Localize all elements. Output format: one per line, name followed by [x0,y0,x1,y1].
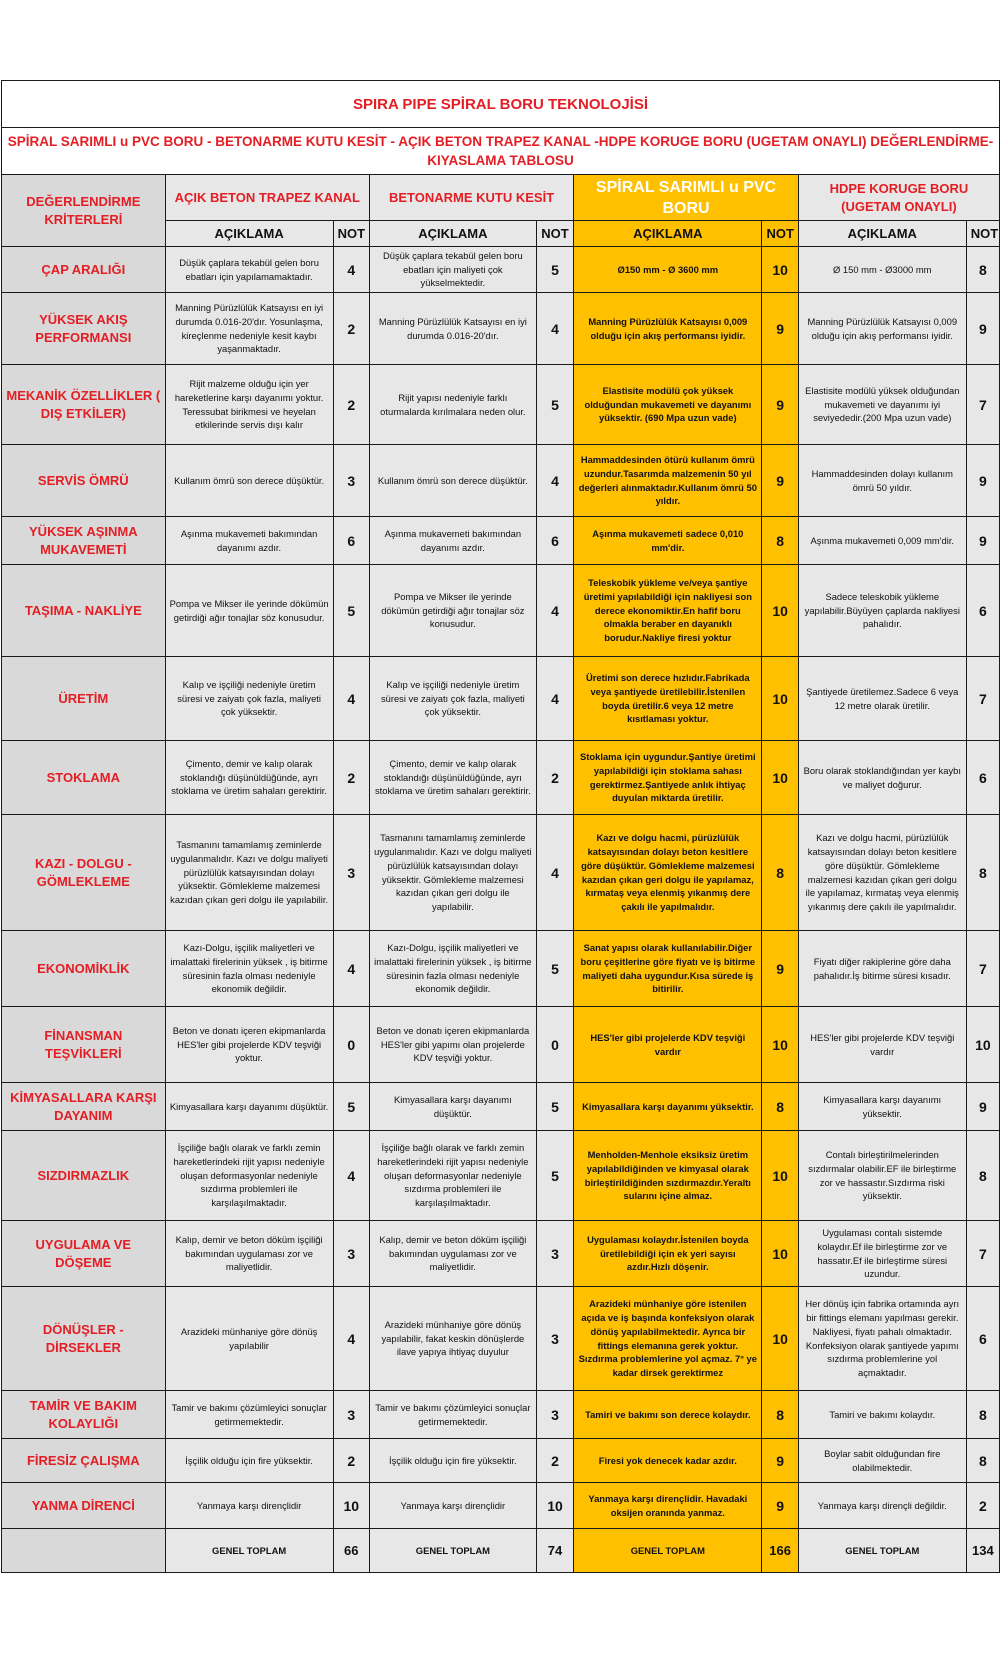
total-score: 134 [966,1529,999,1573]
description-cell: Çimento, demir ve kalıp olarak stoklandığı düşünüldüğünde, ayrı stoklama ve üretim sahaları gerektirir. [165,741,333,815]
description-cell: Kazı-Dolgu, işçilik maliyetleri ve imalattaki firelerinin yüksek , iş bitirme süresinin fazla olması nedeniyle ekonomik değildir. [165,931,333,1007]
score-cell: 8 [966,1439,999,1483]
criteria-label: TAMİR VE BAKIM KOLAYLIĞI [2,1391,166,1439]
table-row [2,1083,1000,1131]
description-cell: Tamiri ve bakımı kolaydır. [798,1391,966,1439]
total-label: GENEL TOPLAM [165,1529,333,1573]
description-cell: Yanmaya karşı dirençlidir [165,1483,333,1529]
score-cell: 10 [762,565,798,657]
score-cell: 10 [762,1287,798,1391]
description-cell: Elastisite modülü çok yüksek olduğundan mukavemeti ve dayanımı yüksektir. (690 Mpa uzun vade) [574,365,762,445]
description-cell: Kazı ve dolgu hacmi, pürüzlülük katsayısından dolayı beton kesitlere göre düşüktür. Gömlekleme malzemesi kazıdan çıkan geri dolgu ile yapılamaz, kırmataş veya elenmiş yıkanmış dere çakılı ile yapılmalıdır. [574,815,762,931]
score-cell: 3 [536,1287,573,1391]
description-cell: Uygulaması kolaydır.İstenilen boyda üretilebildiği için ek yeri sayısı azdır.Hızlı döşenir. [574,1221,762,1287]
description-cell: Rijit yapısı nedeniyle farklı oturmalarda kırılmalara neden olur. [369,365,536,445]
description-cell: Kullanım ömrü son derece düşüktür. [165,445,333,517]
description-cell: Yanmaya karşı dirençlidir. Havadaki oksijen oranında yanmaz. [574,1483,762,1529]
score-cell: 7 [966,365,999,445]
note-header: NOT [333,221,369,247]
description-cell: Ø150 mm - Ø 3600 mm [574,247,762,293]
description-cell: Yanmaya karşı dirençli değildir. [798,1483,966,1529]
score-cell: 9 [966,517,999,565]
score-cell: 7 [966,657,999,741]
score-cell: 10 [762,657,798,741]
criteria-label: UYGULAMA VE DÖŞEME [2,1221,166,1287]
score-cell: 4 [536,565,573,657]
score-cell: 8 [966,247,999,293]
description-cell: Üretimi son derece hızlıdır.Fabrikada veya şantiyede üretilebilir.İstenilen boyda üretilir.6 veya 12 metre kısıtlaması yoktur. [574,657,762,741]
score-cell: 8 [762,1083,798,1131]
description-cell: Pompa ve Mikser ile yerinde dökümün getirdiği ağır tonajlar söz konusudur. [165,565,333,657]
table-row [2,1391,1000,1439]
description-cell: Uygulaması contalı sistemde kolaydır.Ef ile birleştirme zor ve hassatır.Ef ile birleştirme süresi uzundur. [798,1221,966,1287]
description-cell: Düşük çaplara tekabül gelen boru ebatları için yapılamamaktadır. [165,247,333,293]
description-cell: Sanat yapısı olarak kullanılabilir.Diğer boru çeşitlerine göre fiyatı ve iş bitirme maliyeti daha uygundur.Kısa sürede iş bitirilir. [574,931,762,1007]
score-cell: 6 [966,741,999,815]
product-header-spiral: SPİRAL SARIMLI u PVC BORU [574,175,799,221]
score-cell: 8 [966,1131,999,1221]
comparison-table [1,80,1000,1573]
description-cell: Boru olarak stoklandığından yer kaybı ve maliyet doğurur. [798,741,966,815]
totals-blank-cell [2,1529,166,1573]
score-cell: 7 [966,1221,999,1287]
score-cell: 3 [536,1391,573,1439]
score-cell: 9 [762,1483,798,1529]
score-cell: 6 [966,1287,999,1391]
description-cell: Tasmanını tamamlamış zeminlerde uygulanmalıdır. Kazı ve dolgu maliyeti pürüzlülük katsayısından dolayı yüksektir. Gömlekleme malzemesi kazıdan çıkan geri dolgu ile yapılabilir. [165,815,333,931]
description-cell: Manning Pürüzlülük Katsayısı 0,009 olduğu için akış performansı iyidir. [798,293,966,365]
criteria-label: KAZI - DOLGU - GÖMLEKLEME [2,815,166,931]
score-cell: 8 [762,1391,798,1439]
criteria-label: FİRESİZ ÇALIŞMA [2,1439,166,1483]
product-header-trapez: AÇIK BETON TRAPEZ KANAL [165,175,369,221]
criteria-label: YANMA DİRENCİ [2,1483,166,1529]
score-cell: 8 [966,815,999,931]
description-cell: Firesi yok denecek kadar azdır. [574,1439,762,1483]
score-cell: 2 [333,365,369,445]
description-cell: Tamir ve bakımı çözümleyici sonuçlar getirmemektedir. [165,1391,333,1439]
totals-row [2,1529,1000,1573]
score-cell: 9 [966,445,999,517]
criteria-label: SIZDIRMAZLIK [2,1131,166,1221]
score-cell: 10 [762,1007,798,1083]
description-cell: Teleskobik yükleme ve/veya şantiye üretimi yapılabildiği için nakliyesi son derece ekonomiktir.En hafif boru olmakla beraber en dayanıklı borudur.Nakliye firesi yoktur [574,565,762,657]
score-cell: 2 [333,1439,369,1483]
score-cell: 8 [762,815,798,931]
description-cell: Her dönüş için fabrika ortamında ayrı bir fittings elemanı yapılması gerekir. Nakliyesi, fiyatı pahalı olmaktadır. Konfeksiyon olarak şantiyede yapımı sızdırma problemlerine yol açmaktadır. [798,1287,966,1391]
score-cell: 2 [536,1439,573,1483]
score-cell: 3 [333,1221,369,1287]
score-cell: 5 [333,1083,369,1131]
total-score: 66 [333,1529,369,1573]
description-cell: Tamir ve bakımı çözümleyici sonuçlar getirmemektedir. [369,1391,536,1439]
description-cell: Contalı birleştirilmelerinden sızdırmalar olabilir.EF ile birleştirme zor ve hassastır.Sızdırma riski yüksektir. [798,1131,966,1221]
score-cell: 10 [762,741,798,815]
table-row [2,741,1000,815]
description-cell: Çimento, demir ve kalıp olarak stoklandığı düşünüldüğünde, ayrı stoklama ve üretim sahaları gerektirir. [369,741,536,815]
score-cell: 8 [966,1391,999,1439]
score-cell: 6 [333,517,369,565]
page-subtitle: SPİRAL SARIMLI u PVC BORU - BETONARME KUTU KESİT - AÇIK BETON TRAPEZ KANAL -HDPE KORUGE BORU (UGETAM ONAYLI) DEĞERLENDİRME-KIYASLAMA TABLOSU [2,128,1000,175]
description-cell: Hammaddesinden ötürü kullanım ömrü uzundur.Tasarımda malzemenin 50 yıl değerleri alınmaktadır.Kullanım ömrü 50 yıldır. [574,445,762,517]
product-header-hdpe: HDPE KORUGE BORU (UGETAM ONAYLI) [798,175,999,221]
description-cell: Manning Pürüzlülük Katsayısı 0,009 olduğu için akış performansı iyidir. [574,293,762,365]
score-cell: 5 [536,247,573,293]
table-row [2,1007,1000,1083]
score-cell: 9 [762,445,798,517]
score-cell: 9 [762,931,798,1007]
desc-header: AÇIKLAMA [574,221,762,247]
description-cell: Kazı-Dolgu, işçilik maliyetleri ve imalattaki firelerinin yüksek , iş bitirme süresinin fazla olması nedeniyle ekonomik değildir. [369,931,536,1007]
criteria-label: KİMYASALLARA KARŞI DAYANIM [2,1083,166,1131]
table-row [2,293,1000,365]
score-cell: 7 [966,931,999,1007]
score-cell: 4 [333,931,369,1007]
score-cell: 10 [966,1007,999,1083]
note-header: NOT [762,221,798,247]
total-label: GENEL TOPLAM [574,1529,762,1573]
score-cell: 10 [333,1483,369,1529]
score-cell: 3 [536,1221,573,1287]
description-cell: Düşük çaplara tekabül gelen boru ebatları için maliyeti çok yükselmektedir. [369,247,536,293]
score-cell: 4 [536,293,573,365]
description-cell: Kullanım ömrü son derece düşüktür. [369,445,536,517]
table-row [2,565,1000,657]
description-cell: İşçilik olduğu için fire yüksektir. [369,1439,536,1483]
score-cell: 9 [966,293,999,365]
score-cell: 6 [966,565,999,657]
total-label: GENEL TOPLAM [798,1529,966,1573]
score-cell: 5 [536,1083,573,1131]
score-cell: 6 [536,517,573,565]
criteria-label: TAŞIMA - NAKLİYE [2,565,166,657]
description-cell: İşçiliğe bağlı olarak ve farklı zemin hareketlerindeki rijit yapısı nedeniyle oluşan deformasyonlar nedeniyle sızdırma problemleri ile karşılaşılmaktadır. [369,1131,536,1221]
score-cell: 10 [762,1221,798,1287]
description-cell: Aşınma mukavemeti bakımından dayanımı azdır. [369,517,536,565]
score-cell: 4 [536,657,573,741]
description-cell: Stoklama için uygundur.Şantiye üretimi yapılabildiği için stoklama sahası gerektirmez.Şantiyede anlık ihtiyaç duyulan miktarda üretilir. [574,741,762,815]
score-cell: 9 [762,1439,798,1483]
score-cell: 9 [762,365,798,445]
description-cell: İşçiliğe bağlı olarak ve farklı zemin hareketlerindeki rijit yapısı nedeniyle oluşan deformasyonlar nedeniyle sızdırma problemleri ile karşılaşılmaktadır. [165,1131,333,1221]
table-row [2,247,1000,293]
description-cell: Kimyasallara karşı dayanımı yüksektir. [798,1083,966,1131]
page-title: SPIRA PIPE SPİRAL BORU TEKNOLOJİSİ [2,81,1000,128]
score-cell: 5 [333,565,369,657]
table-row [2,1131,1000,1221]
description-cell: Kalıp, demir ve beton döküm işçiliği bakımından uygulaması zor ve maliyetlidir. [369,1221,536,1287]
criteria-label: ÇAP ARALIĞI [2,247,166,293]
criteria-label: SERVİS ÖMRÜ [2,445,166,517]
description-cell: HES'ler gibi projelerde KDV teşviği vardır [574,1007,762,1083]
description-cell: Hammaddesinden dolayı kullanım ömrü 50 yıldır. [798,445,966,517]
score-cell: 3 [333,1391,369,1439]
desc-header: AÇIKLAMA [369,221,536,247]
description-cell: Manning Pürüzlülük Katsayısı en iyi durumda 0.016-20'dır. Yosunlaşma, kireçlenme nedeniyle kesit kaybı yaşanmaktadır. [165,293,333,365]
score-cell: 9 [762,293,798,365]
score-cell: 2 [333,741,369,815]
description-cell: Elastisite modülü yüksek olduğundan mukavemeti ve dayanımı iyi seviyededir.(200 Mpa uzun vade) [798,365,966,445]
desc-header: AÇIKLAMA [165,221,333,247]
score-cell: 4 [536,445,573,517]
criteria-label: EKONOMİKLİK [2,931,166,1007]
score-cell: 2 [966,1483,999,1529]
score-cell: 3 [333,445,369,517]
table-row [2,1221,1000,1287]
score-cell: 4 [333,1131,369,1221]
score-cell: 9 [966,1083,999,1131]
note-header: NOT [536,221,573,247]
description-cell: Kazı ve dolgu hacmi, pürüzlülük katsayısından dolayı beton kesitlere göre düşüktür. Gömlekleme malzemesi kazıdan çıkan geri dolgu ile yapılamaz, kırmataş veya elenmiş yıkanmış dere çakılı ile yapılmalıdır. [798,815,966,931]
table-row [2,931,1000,1007]
description-cell: Manning Pürüzlülük Katsayısı en iyi durumda 0.016-20'dır. [369,293,536,365]
table-row [2,1439,1000,1483]
description-cell: Kalıp ve işçiliği nedeniyle üretim süresi ve zaiyatı çok fazla, maliyeti çok yüksektir. [369,657,536,741]
table-row [2,815,1000,931]
description-cell: Kimyasallara karşı dayanımı yüksektir. [574,1083,762,1131]
description-cell: HES'ler gibi projelerde KDV teşviği vardır [798,1007,966,1083]
criteria-label: YÜKSEK AŞINMA MUKAVEMETİ [2,517,166,565]
table-row [2,1483,1000,1529]
score-cell: 2 [333,293,369,365]
criteria-header: DEĞERLENDİRME KRİTERLERİ [2,175,166,247]
description-cell: Yanmaya karşı dirençlidir [369,1483,536,1529]
description-cell: Rijit malzeme olduğu için yer hareketlerine karşı dayanımı yoktur. Teressubat birikmesi ve heyelan etkilerinde servis dışı kalır [165,365,333,445]
score-cell: 2 [536,741,573,815]
description-cell: Kimyasallara karşı dayanımı düşüktür. [165,1083,333,1131]
description-cell: Arazideki münhaniye göre dönüş yapılabilir, fakat keskin dönüşlerde ilave yapıya ihtiyaç duyulur [369,1287,536,1391]
score-cell: 10 [762,1131,798,1221]
description-cell: Kalıp ve işçiliği nedeniyle üretim süresi ve zaiyatı çok fazla, maliyeti çok yüksektir. [165,657,333,741]
table-row [2,365,1000,445]
criteria-label: MEKANİK ÖZELLİKLER ( DIŞ ETKİLER) [2,365,166,445]
score-cell: 3 [333,815,369,931]
score-cell: 8 [762,517,798,565]
score-cell: 5 [536,365,573,445]
description-cell: Arazideki münhaniye göre istenilen açıda ve iş başında konfeksiyon olarak dönüş yapılabilmektedir. Ayrıca bir fittings elemanına gerek yoktur. Sızdırma problemlerine yol açmaz. 7° ye kadar dirsek gerektirmez [574,1287,762,1391]
description-cell: Sadece teleskobik yükleme yapılabilir.Büyüyen çaplarda nakliyesi pahalıdır. [798,565,966,657]
score-cell: 4 [333,247,369,293]
description-cell: Şantiyede üretilemez.Sadece 6 veya 12 metre olarak üretilir. [798,657,966,741]
description-cell: Arazideki münhaniye göre dönüş yapılabilir [165,1287,333,1391]
score-cell: 4 [536,815,573,931]
description-cell: Boylar sabit olduğundan fire olabilmektedir. [798,1439,966,1483]
desc-header: AÇIKLAMA [798,221,966,247]
score-cell: 0 [333,1007,369,1083]
description-cell: Ø 150 mm - Ø3000 mm [798,247,966,293]
table-row [2,517,1000,565]
criteria-label: STOKLAMA [2,741,166,815]
total-score: 74 [536,1529,573,1573]
table-row [2,657,1000,741]
description-cell: Beton ve donatı içeren ekipmanlarda HES'ler gibi yapımı olan projelerde KDV teşviği yoktur. [369,1007,536,1083]
score-cell: 4 [333,1287,369,1391]
description-cell: Kalıp, demir ve beton döküm işçiliği bakımından uygulaması zor ve maliyetlidir. [165,1221,333,1287]
description-cell: Kimyasallara karşı dayanımı düşüktür. [369,1083,536,1131]
description-cell: Menholden-Menhole eksiksiz üretim yapılabildiğinden ve kimyasal olarak birleştirildiğinden sızdırmazdır.Yeraltı sularını içine almaz. [574,1131,762,1221]
score-cell: 0 [536,1007,573,1083]
score-cell: 5 [536,931,573,1007]
description-cell: Beton ve donatı içeren ekipmanlarda HES'ler gibi projelerde KDV teşviği yoktur. [165,1007,333,1083]
score-cell: 10 [536,1483,573,1529]
total-label: GENEL TOPLAM [369,1529,536,1573]
total-score: 166 [762,1529,798,1573]
description-cell: Aşınma mukavemeti 0,009 mm'dir. [798,517,966,565]
description-cell: Pompa ve Mikser ile yerinde dökümün getirdiği ağır tonajlar söz konusudur. [369,565,536,657]
table-row [2,445,1000,517]
score-cell: 5 [536,1131,573,1221]
score-cell: 4 [333,657,369,741]
description-cell: Fiyatı diğer rakiplerine göre daha pahalıdır.İş bitirme süresi kısadır. [798,931,966,1007]
description-cell: İşçilik olduğu için fire yüksektir. [165,1439,333,1483]
criteria-label: FİNANSMAN TEŞVİKLERİ [2,1007,166,1083]
description-cell: Aşınma mukavemeti bakımından dayanımı azdır. [165,517,333,565]
criteria-label: ÜRETİM [2,657,166,741]
table-row [2,1287,1000,1391]
description-cell: Tasmanını tamamlamış zeminlerde uygulanmalıdır. Kazı ve dolgu maliyeti pürüzlülük katsayısından dolayı yüksektir. Gömlekleme malzemesi kazıdan çıkan geri dolgu ile yapılabilir. [369,815,536,931]
criteria-label: YÜKSEK AKIŞ PERFORMANSI [2,293,166,365]
note-header: NOT [966,221,999,247]
description-cell: Aşınma mukavemeti sadece 0,010 mm'dir. [574,517,762,565]
product-header-kutu: BETONARME KUTU KESİT [369,175,573,221]
criteria-label: DÖNÜŞLER - DİRSEKLER [2,1287,166,1391]
score-cell: 10 [762,247,798,293]
description-cell: Tamiri ve bakımı son derece kolaydır. [574,1391,762,1439]
